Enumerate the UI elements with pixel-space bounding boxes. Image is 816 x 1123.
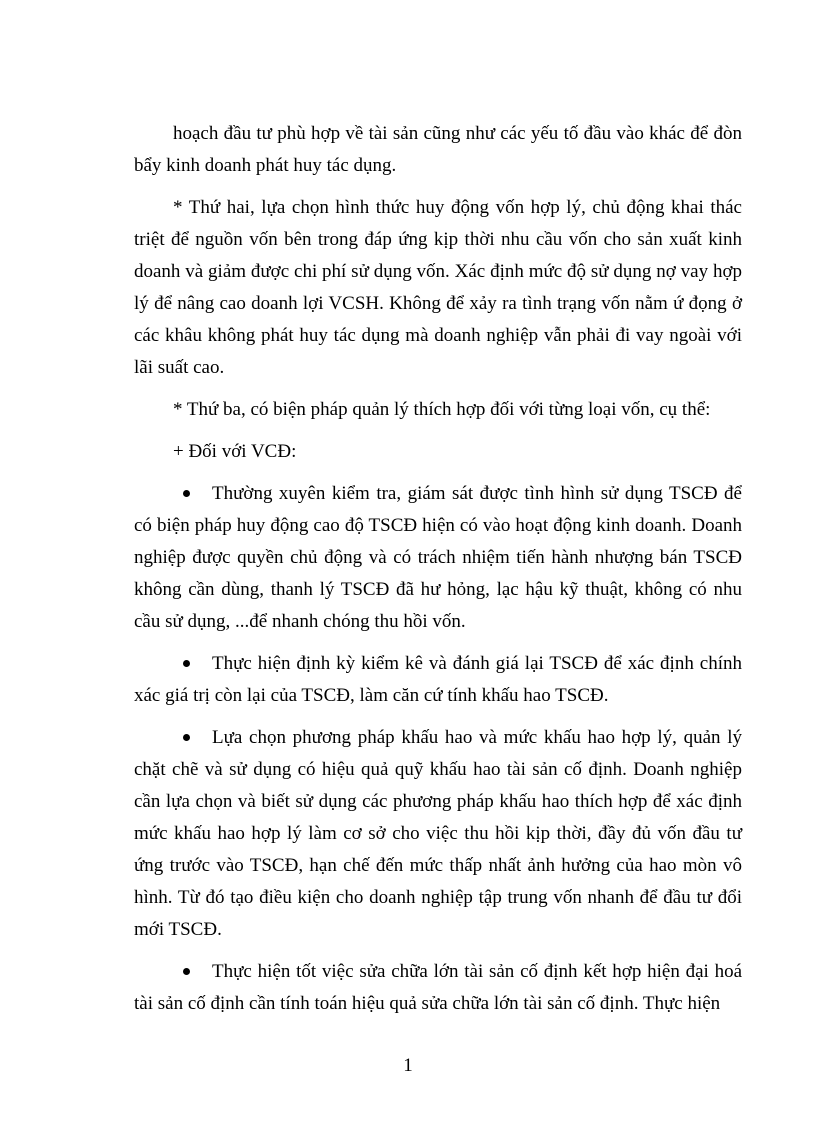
bullet-item xyxy=(134,478,742,638)
bullet-text: Thực hiện tốt việc sửa chữa lớn tài sản cố định kết hợp hiện đại hoá tài sản cố định cần tính toán hiệu quả sửa chữa lớn tài sản cố định. Thực hiện xyxy=(134,961,742,1014)
document-body xyxy=(134,118,742,1030)
bullet-item xyxy=(134,722,742,946)
bullet-item xyxy=(134,648,742,712)
paragraph-continuation: hoạch đầu tư phù hợp về tài sản cũng như các yếu tố đầu vào khác để đòn bẩy kinh doanh phát huy tác dụng. xyxy=(134,123,742,176)
page-number: 1 xyxy=(403,1055,413,1076)
bullet-icon xyxy=(183,490,190,497)
paragraph-third-point: * Thứ ba, có biện pháp quản lý thích hợp đối với từng loại vốn, cụ thể: xyxy=(173,399,711,420)
bullet-icon xyxy=(183,734,190,741)
subheading-fixed-capital: + Đối với VCĐ: xyxy=(173,441,297,462)
bullet-text: Thực hiện định kỳ kiểm kê và đánh giá lại TSCĐ để xác định chính xác giá trị còn lại của TSCĐ, làm căn cứ tính khấu hao TSCĐ. xyxy=(134,653,742,706)
paragraph-second-point: * Thứ hai, lựa chọn hình thức huy động vốn hợp lý, chủ động khai thác triệt để nguồn vốn bên trong đáp ứng kịp thời nhu cầu vốn cho sản xuất kinh doanh và giảm được chi phí sử dụng vốn. Xác định mức độ sử dụng nợ vay hợp lý để nâng cao doanh lợi VCSH. Không để xảy ra tình trạng vốn nằm ứ đọng ở các khâu không phát huy tác dụng mà doanh nghiệp vẫn phải đi vay ngoài với lãi suất cao. xyxy=(134,197,742,378)
bullet-text: Thường xuyên kiểm tra, giám sát được tình hình sử dụng TSCĐ để có biện pháp huy động cao độ TSCĐ hiện có vào hoạt động kinh doanh. Doanh nghiệp được quyền chủ động và có trách nhiệm tiến hành nhượng bán TSCĐ không cần dùng, thanh lý TSCĐ đã hư hỏng, lạc hậu kỹ thuật, không có nhu cầu sử dụng, ...để nhanh chóng thu hồi vốn. xyxy=(134,483,742,632)
bullet-item xyxy=(134,956,742,1020)
bullet-text: Lựa chọn phương pháp khấu hao và mức khấu hao hợp lý, quản lý chặt chẽ và sử dụng có hiệu quả quỹ khấu hao tài sản cố định. Doanh nghiệp cần lựa chọn và biết sử dụng các phương pháp khấu hao thích hợp để xác định mức khấu hao hợp lý làm cơ sở cho việc thu hồi kịp thời, đầy đủ vốn đầu tư ứng trước vào TSCĐ, hạn chế đến mức thấp nhất ảnh hưởng của hao mòn vô hình. Từ đó tạo điều kiện cho doanh nghiệp tập trung vốn nhanh để đầu tư đổi mới TSCĐ. xyxy=(134,727,742,940)
bullet-icon xyxy=(183,968,190,975)
bullet-icon xyxy=(183,660,190,667)
